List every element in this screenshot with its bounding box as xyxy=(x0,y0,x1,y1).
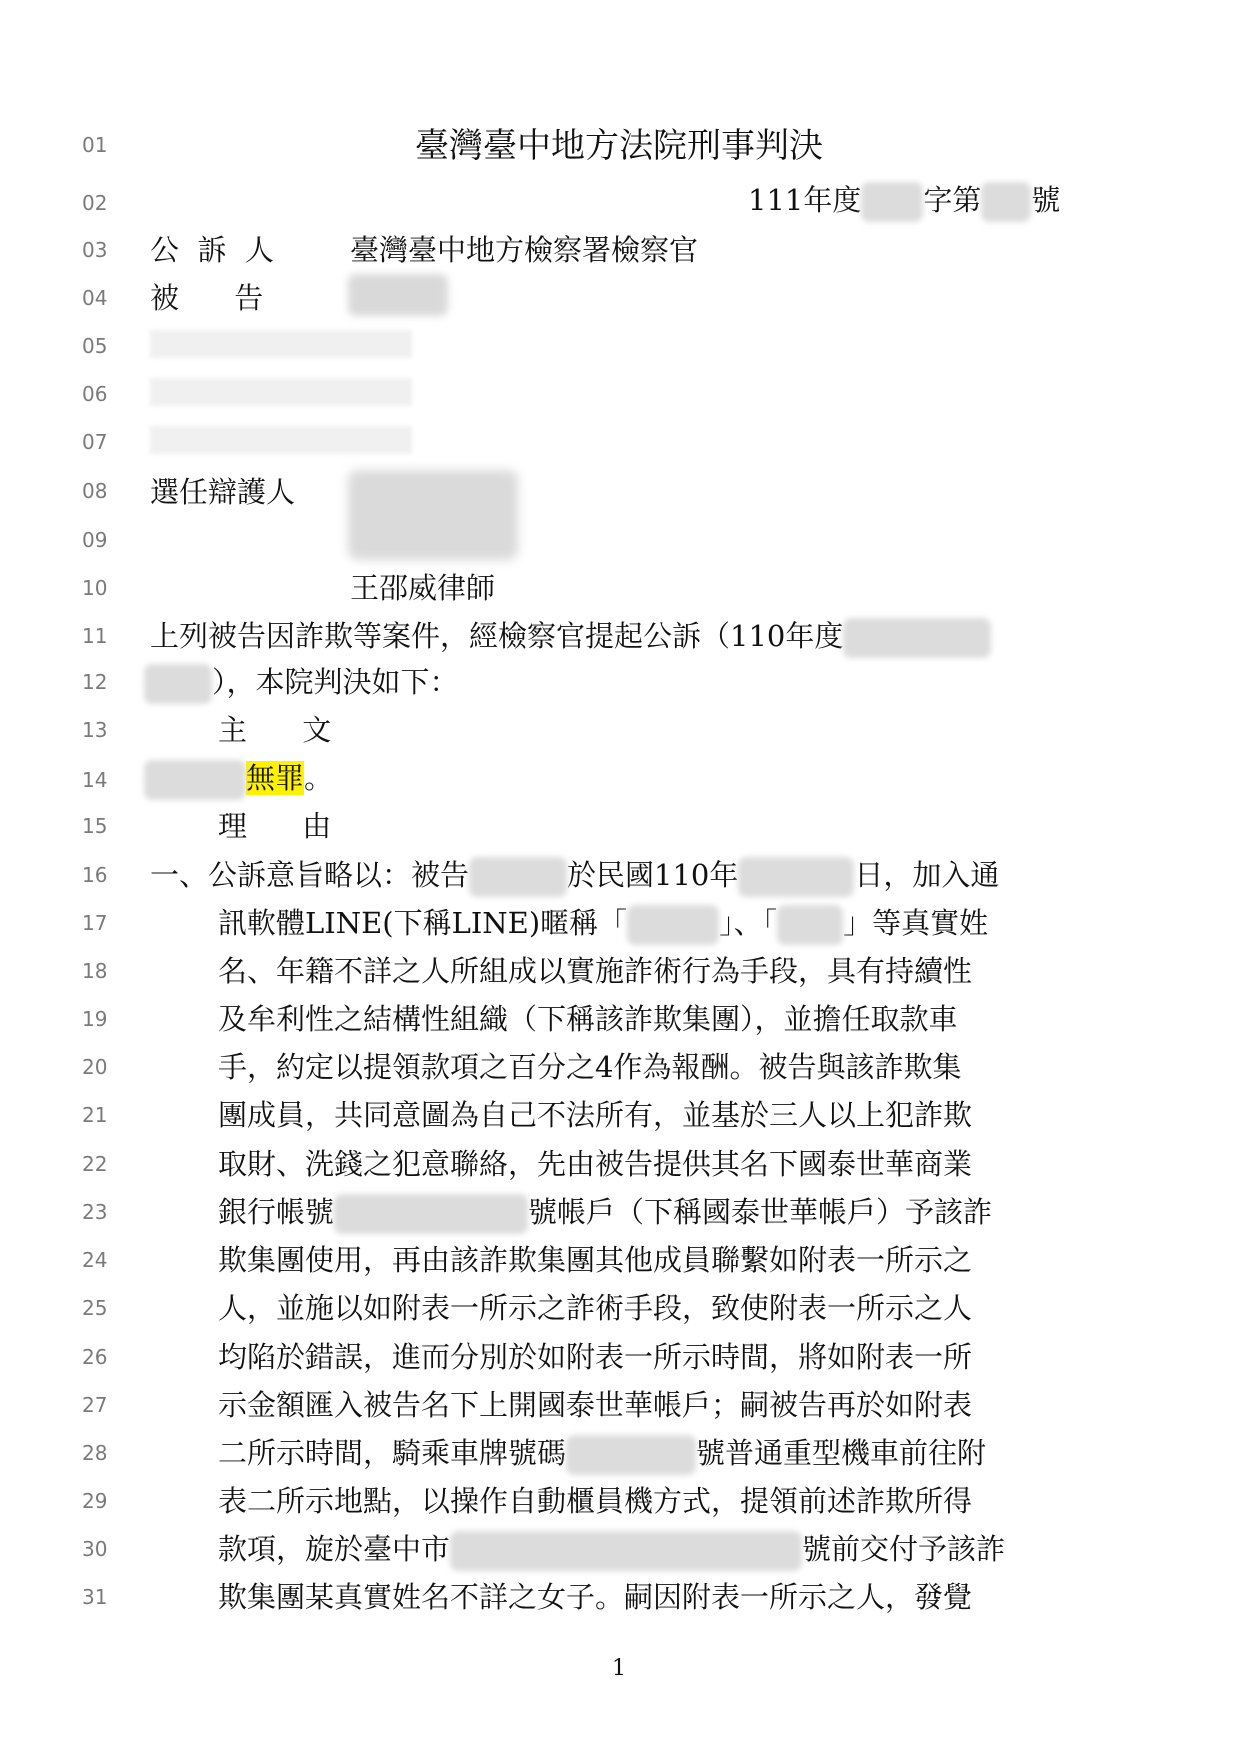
prosecutor-value: 臺灣臺中地方檢察署檢察官 xyxy=(350,233,699,267)
text-line-16: 一、公訴意旨略以：被告 於民國110年 日，加入通 xyxy=(150,857,999,897)
line-number: 30 xyxy=(82,1537,108,1561)
redacted-block xyxy=(566,1435,696,1475)
line-number: 16 xyxy=(82,863,108,887)
line-number: 08 xyxy=(82,479,108,503)
line-number: 29 xyxy=(82,1489,108,1513)
redacted-block xyxy=(348,274,448,316)
line-number: 22 xyxy=(82,1152,108,1176)
line-number: 21 xyxy=(82,1103,108,1127)
line-number: 13 xyxy=(82,718,108,742)
text-line-23: 銀行帳號 號帳戶（下稱國泰世華帳戶）予該詐 xyxy=(218,1194,992,1234)
line-number: 04 xyxy=(82,286,108,310)
text-line-29: 表二所示地點，以操作自動櫃員機方式，提領前述詐欺所得 xyxy=(218,1484,973,1518)
text-line-18: 名、年籍不詳之人所組成以實施詐術行為手段，具有持續性 xyxy=(218,954,973,988)
line-number: 17 xyxy=(82,911,108,935)
case-number-suffix: 號 xyxy=(1031,183,1061,217)
text-line-30: 款項，旋於臺中市 號前交付予該詐 xyxy=(218,1531,1005,1571)
redacted-block xyxy=(469,857,567,897)
section-heading-reasons: 理 由 xyxy=(218,809,332,843)
text-line-22: 取財、洗錢之犯意聯絡，先由被告提供其名下國泰世華商業 xyxy=(218,1147,973,1181)
text-line-12: ），本院判決如下： xyxy=(144,664,459,704)
line-number: 24 xyxy=(82,1248,108,1272)
text-line-27: 示金額匯入被告名下上開國泰世華帳戶；嗣被告再於如附表 xyxy=(218,1388,973,1422)
line-number: 03 xyxy=(82,238,108,262)
line-number: 26 xyxy=(82,1345,108,1369)
defense-counsel-label: 選任辯護人 xyxy=(150,475,296,509)
defendant-label: 被 告 xyxy=(150,281,264,315)
line-number: 25 xyxy=(82,1296,108,1320)
line-number: 19 xyxy=(82,1007,108,1031)
line-number: 10 xyxy=(82,576,108,600)
verdict-line: 無罪。 xyxy=(144,760,333,800)
line-number: 23 xyxy=(82,1200,108,1224)
redacted-block xyxy=(777,905,843,945)
line-number: 14 xyxy=(82,768,108,792)
verdict-not-guilty: 無罪 xyxy=(246,761,305,795)
line-number: 09 xyxy=(82,528,108,552)
line-number: 28 xyxy=(82,1441,108,1465)
case-number-year: 111年度 xyxy=(748,183,862,217)
text-line-21: 團成員，共同意圖為自己不法所有，並基於三人以上犯詐欺 xyxy=(218,1098,973,1132)
page-number: 1 xyxy=(612,1656,626,1681)
line-number: 20 xyxy=(82,1055,108,1079)
text-line-20: 手，約定以提領款項之百分之4作為報酬。被告與該詐欺集 xyxy=(218,1050,962,1084)
redacted-block xyxy=(150,426,412,454)
redacted-block xyxy=(144,664,212,704)
text-line-31: 欺集團某真實姓名不詳之女子。嗣因附表一所示之人，發覺 xyxy=(218,1580,973,1614)
redacted-block xyxy=(334,1194,528,1234)
line-number: 06 xyxy=(82,382,108,406)
text-line-25: 人，並施以如附表一所示之詐術手段，致使附表一所示之人 xyxy=(218,1291,973,1325)
redacted-block xyxy=(450,1531,802,1571)
redacted-block xyxy=(348,470,518,560)
text-line-28: 二所示時間，騎乘車牌號碼 號普通重型機車前往附 xyxy=(218,1435,986,1475)
line-number: 01 xyxy=(82,133,108,157)
text-line-24: 欺集團使用，再由該詐欺集團其他成員聯繫如附表一所示之 xyxy=(218,1243,973,1277)
redacted-block xyxy=(150,330,412,358)
redacted-block xyxy=(738,857,854,897)
redacted-block xyxy=(861,182,923,222)
line-number: 18 xyxy=(82,959,108,983)
line-number: 07 xyxy=(82,430,108,454)
document-title: 臺灣臺中地方法院刑事判決 xyxy=(415,126,823,166)
text-line-26: 均陷於錯誤，進而分別於如附表一所示時間，將如附表一所 xyxy=(218,1340,973,1374)
line-number: 27 xyxy=(82,1393,108,1417)
line-number: 11 xyxy=(82,624,108,648)
defense-counsel-name: 王邵威律師 xyxy=(350,571,496,605)
redacted-block xyxy=(144,760,246,800)
line-number: 05 xyxy=(82,334,108,358)
redacted-block xyxy=(150,378,412,406)
text-line-11: 上列被告因詐欺等案件，經檢察官提起公訴（110年度 xyxy=(150,618,991,658)
section-heading-main: 主 文 xyxy=(218,713,332,747)
text-line-17: 訊軟體LINE(下稱LINE)暱稱「 」、「 」等真實姓 xyxy=(218,905,988,945)
prosecutor-label: 公 訴 人 xyxy=(150,233,274,267)
line-number: 15 xyxy=(82,814,108,838)
line-number: 12 xyxy=(82,670,108,694)
case-number-word: 字第 xyxy=(923,183,982,217)
line-number: 02 xyxy=(82,191,108,215)
case-number xyxy=(748,182,1060,222)
redacted-block xyxy=(627,905,719,945)
redacted-block xyxy=(843,618,991,658)
text-line-19: 及牟利性之結構性組織（下稱該詐欺集團），並擔任取款車 xyxy=(218,1002,958,1036)
redacted-block xyxy=(981,182,1031,222)
line-number: 31 xyxy=(82,1585,108,1609)
